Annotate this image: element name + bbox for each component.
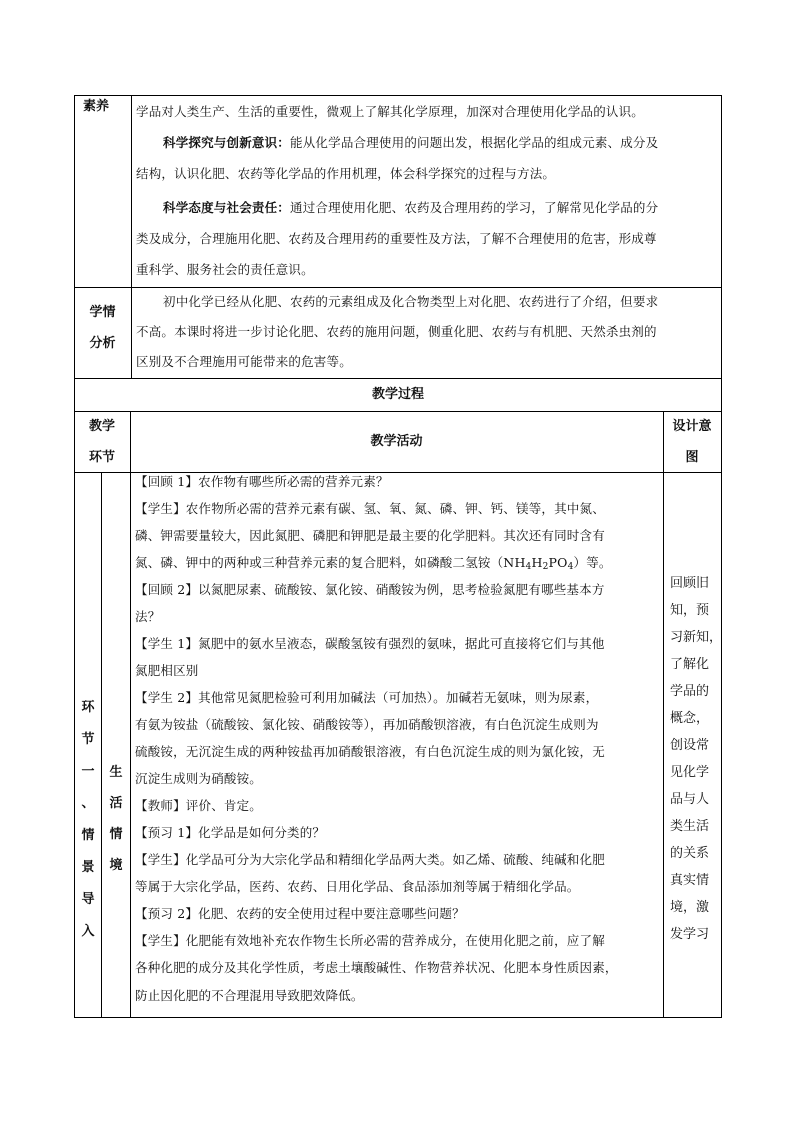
suyang-bold-1: 科学探究与创新意识： [163, 135, 291, 150]
activity-line: 【学生】农作物所必需的营养元素有碳、氢、氧、氮、磷、钾、钙、镁等，其中氮、 [135, 501, 605, 516]
intent-line: 境，激 [670, 900, 710, 915]
activity-line: 【回顾 2】以氮肥尿素、硫酸铵、氯化铵、硝酸铵为例，思考检验氮肥有哪些基本方 [135, 582, 605, 597]
col-divider-label [131, 95, 132, 378]
activity-line: 【学生 1】氮肥中的氨水呈液态，碳酸氢铵有强烈的氨味，据此可直接将它们与其他 [135, 636, 605, 651]
formula-s3: 4 [567, 562, 574, 572]
activity-line: 【回顾 1】农作物有哪些所必需的营养元素？ [135, 474, 389, 489]
stage-char: 、 [81, 796, 95, 811]
col-divider-stage [130, 411, 131, 1017]
intent-line: 概念， [670, 711, 710, 726]
formula-s2: 2 [542, 562, 549, 572]
col-intent-label-2: 图 [685, 450, 699, 465]
intent-line: 的关系 [670, 846, 710, 861]
suyang-line-3: 结构，认识化肥、农药等化学品的作用机理，体会科学探究的过程与方法。 [136, 166, 556, 181]
col-stage-label-1: 教学 [88, 419, 115, 434]
sub-char: 境 [109, 858, 123, 873]
intent-line: 真实情 [670, 873, 710, 888]
suyang-line-5: 类及成分，合理施用化肥、农药及合理用药的重要性及方法，了解不合理使用的危害，形成尊 [136, 231, 657, 246]
sub-char: 生 [109, 765, 123, 780]
xueqing-label-2: 分析 [89, 336, 116, 351]
activity-line: 法？ [135, 609, 161, 624]
intent-line: 品与人 [670, 792, 710, 807]
activity-line: 【学生 2】其他常见氮肥检验可利用加碱法（可加热）。加碱若无氨味，则为尿素， [135, 690, 599, 705]
suyang-line-6: 重科学、服务社会的责任意识。 [136, 262, 314, 277]
table-right-border [721, 95, 722, 1017]
intent-line: 发学习 [670, 927, 710, 942]
stage-char: 节 [81, 732, 95, 747]
stage-char: 入 [81, 924, 95, 939]
activity-line: 氮肥相区别 [135, 663, 199, 678]
col-stage-label-2: 环节 [88, 450, 115, 465]
activity-line: 沉淀生成则为硝酸铵。 [135, 771, 263, 786]
activity-line: 各种化肥的成分及其化学性质，考虑土壤酸碱性、作物营养状况、化肥本身性质因素， [135, 960, 618, 975]
activity-line: 磷、钾需要量较大，因此氮肥、磷肥和钾肥是最主要的化学肥料。其次还有同时含有 [135, 528, 605, 543]
intent-line: 创设常 [670, 738, 710, 753]
stage-char: 一 [81, 764, 95, 779]
activity-line: 【学生】化学品可分为大宗化学品和精细化学品两大类。如乙烯、硫酸、纯碱和化肥 [135, 852, 605, 867]
xueqing-line-2: 不高。本课时将进一步讨论化肥、农药的施用问题，侧重化肥、农药与有机肥、天然杀虫剂的 [136, 324, 657, 339]
stage-char: 导 [81, 892, 95, 907]
sub-char: 活 [109, 796, 123, 811]
suyang-rest-1: 能从化学品合理使用的问题出发，根据化学品的组成元素、成分及 [290, 135, 659, 150]
col-divider-sub [101, 472, 102, 1017]
stage-char: 情 [81, 828, 95, 843]
col-activity-label: 教学活动 [370, 434, 423, 449]
intent-line: 回顾旧 [670, 576, 710, 591]
activity-line-formula [135, 550, 612, 580]
activity-line: 【教师】评价、肯定。 [135, 798, 263, 813]
stage-char: 景 [81, 860, 95, 875]
activity-line: 【学生】化肥能有效地补充农作物生长所必需的营养成分，在使用化肥之前，应了解 [135, 933, 605, 948]
xueqing-line-1: 初中化学已经从化肥、农药的元素组成及化合物类型上对化肥、农药进行了介绍，但要求 [163, 294, 659, 309]
row-divider-columns [74, 411, 722, 412]
intent-line: 知，预 [670, 603, 710, 618]
formula-po: PO [548, 555, 568, 570]
suyang-line-4 [163, 192, 658, 223]
activity-line: 硫酸铵，无沉淀生成的两种铵盐再加硝酸银溶液，有白色沉淀生成的则为氯化铵，无 [135, 744, 605, 759]
xueqing-label-1: 学情 [89, 305, 116, 320]
intent-line: 了解化 [670, 657, 710, 672]
suyang-label: 素养 [83, 99, 110, 114]
process-header: 教学过程 [371, 387, 424, 402]
suyang-rest-2: 通过合理使用化肥、农药及合理用药的学习，了解常见化学品的分 [290, 200, 659, 215]
col-intent-label-1: 设计意 [672, 419, 712, 434]
formula-nh: 4 [525, 562, 532, 572]
formula-h: H [531, 555, 543, 570]
formula-tail: ）等。 [573, 555, 612, 570]
intent-line: 见化学 [670, 765, 710, 780]
table-bottom-border [74, 1017, 722, 1018]
activity-line: 氮、磷、钾中的两种或三种营养元素的复合肥料，如磷酸二氢铵（NH [135, 555, 526, 570]
activity-line: 有氨为铵盐（硫酸铵、氯化铵、硝酸铵等），再加硝酸钡溶液，有白色沉淀生成则为 [135, 717, 599, 732]
sub-char: 情 [109, 827, 123, 842]
activity-line: 防止因化肥的不合理混用导致肥效降低。 [135, 988, 364, 1003]
table-left-border [74, 95, 75, 1017]
suyang-bold-2: 科学态度与社会责任： [163, 200, 291, 215]
activity-line: 【预习 2】化肥、农药的安全使用过程中要注意哪些问题？ [135, 906, 465, 921]
intent-line: 学品的 [670, 684, 710, 699]
intent-line: 类生活 [670, 819, 710, 834]
activity-line: 【预习 1】化学品是如何分类的？ [135, 825, 326, 840]
suyang-line-1: 学品对人类生产、生活的重要性，微观上了解其化学原理，加深对合理使用化学品的认识。 [136, 104, 645, 119]
intent-line: 习新知， [670, 630, 723, 645]
stage-char: 环 [81, 700, 95, 715]
xueqing-line-3: 区别及不合理施用可能带来的危害等。 [136, 354, 352, 369]
activity-line: 等属于大宗化学品，医药、农药、日用化学品、食品添加剂等属于精细化学品。 [135, 879, 580, 894]
col-divider-intent [663, 411, 664, 1017]
suyang-line-2 [163, 127, 658, 158]
